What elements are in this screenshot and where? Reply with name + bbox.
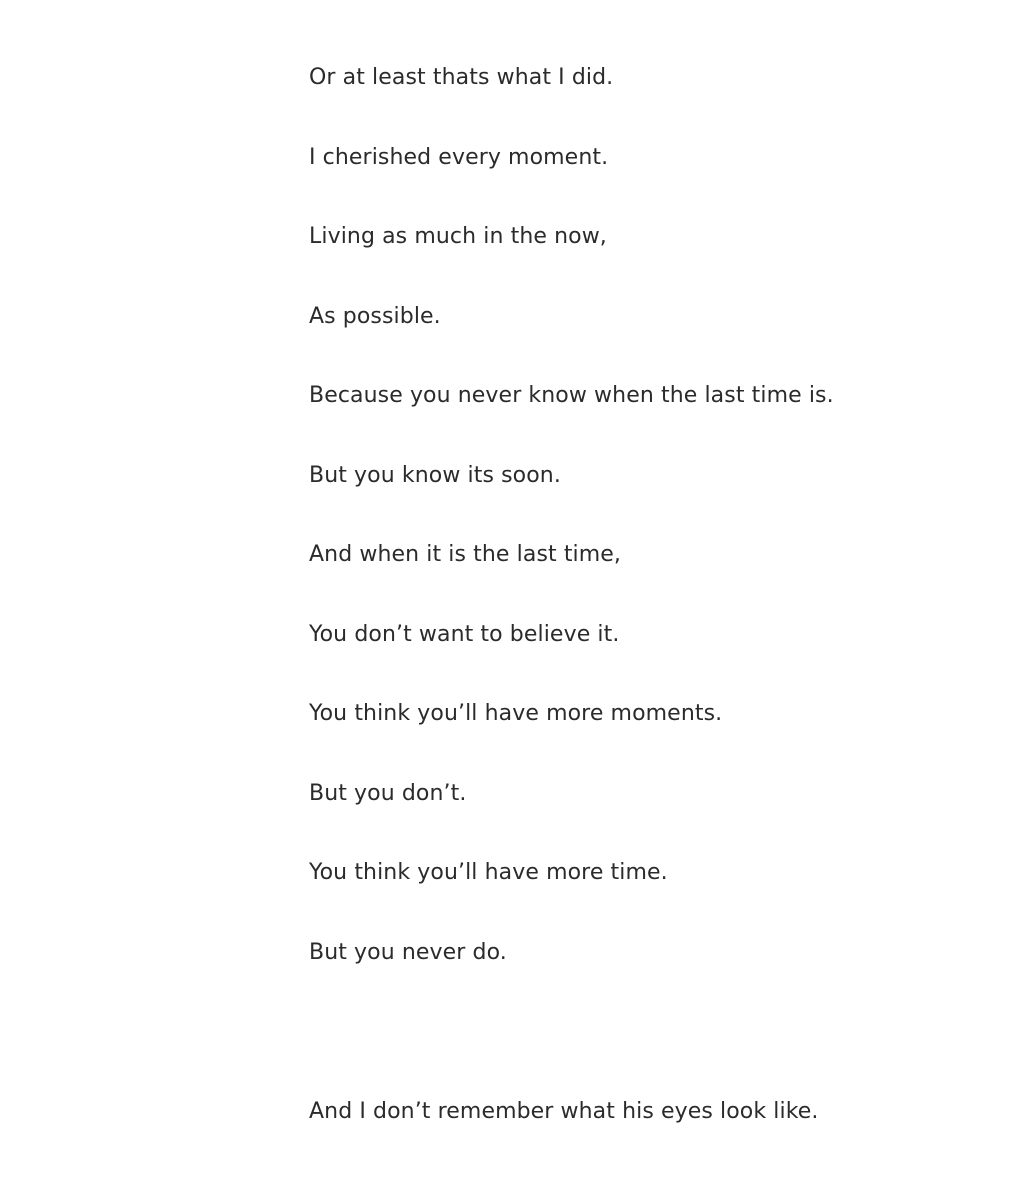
poem-line: Or at least thats what I did.: [309, 65, 614, 90]
poem-line: Living as much in the now,: [309, 224, 607, 249]
poem-line: You don’t want to believe it.: [309, 622, 620, 647]
poem-line: Because you never know when the last time is.: [309, 383, 834, 408]
poem-text-block: [309, 0, 1009, 1200]
poem-line: You think you’ll have more moments.: [309, 701, 723, 726]
poem-line: You think you’ll have more time.: [309, 860, 668, 885]
poem-line: I cherished every moment.: [309, 145, 609, 170]
poem-line: And when it is the last time,: [309, 542, 622, 567]
poem-line: But you never do.: [309, 940, 507, 965]
poem-line: But you don’t.: [309, 781, 467, 806]
poem-line: As possible.: [309, 304, 441, 329]
poem-line: But you know its soon.: [309, 463, 561, 488]
poem-final-line: And I don’t remember what his eyes look like.: [309, 1099, 819, 1124]
